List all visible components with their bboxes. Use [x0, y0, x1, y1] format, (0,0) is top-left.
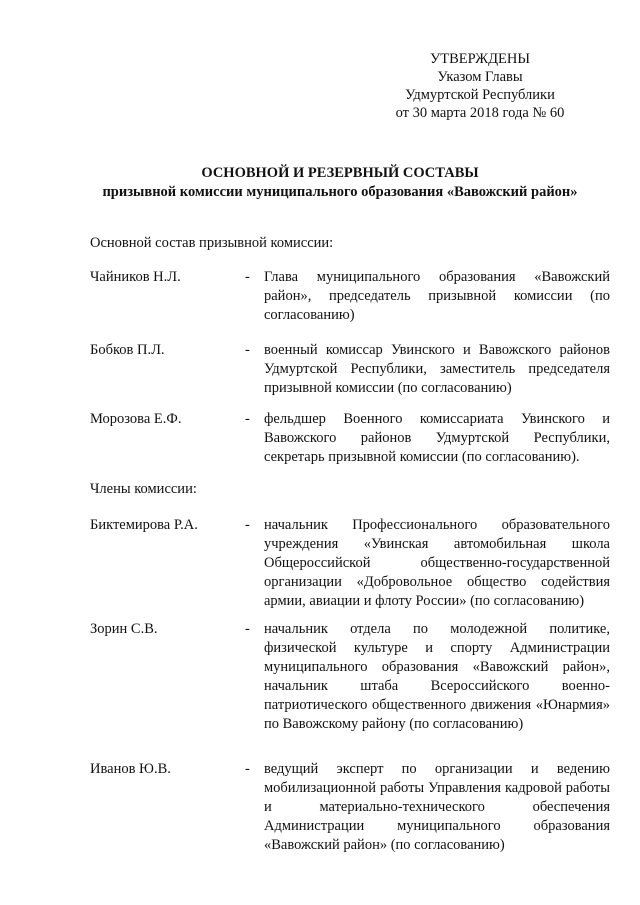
approval-line-3: Удмуртской Республики [405, 87, 555, 103]
member-name: Морозова Е.Ф. [90, 411, 182, 427]
member-description: ведущий эксперт по организации и ведению мобилизационной работы Управления кадровой работы и материально-технического обеспечения Администрации муниципального образования «Вавожский район» (по согласованию) [264, 761, 610, 853]
member-name: Иванов Ю.В. [90, 761, 171, 777]
approval-stamp [370, 50, 590, 122]
member-description: военный комиссар Увинского и Вавожского районов Удмуртской Республики, заместитель председателя призывной комиссии (по согласованию) [264, 342, 610, 396]
main-section-heading: Основной состав призывной комиссии: [90, 235, 334, 251]
entry-dash: - [245, 761, 250, 777]
title-line-2: призывной комиссии муниципального образования «Вавожский район» [102, 184, 578, 200]
entry-dash: - [245, 411, 250, 427]
member-description: фельдшер Военного комиссариата Увинского и Вавожского районов Удмуртской Республики, секретарь призывной комиссии (по согласованию). [264, 411, 610, 465]
approval-line-4: от 30 марта 2018 года № 60 [395, 105, 565, 121]
member-name: Зорин С.В. [90, 621, 158, 637]
member-name: Чайников Н.Л. [90, 269, 181, 285]
entry-dash: - [245, 269, 250, 285]
title-line-1: ОСНОВНОЙ И РЕЗЕРВНЫЙ СОСТАВЫ [201, 165, 479, 181]
document-title [60, 164, 620, 202]
entry-dash: - [245, 517, 250, 533]
member-description: начальник Профессионального образовательного учреждения «Увинская автомобильная школа Общероссийской общественно-государственной организации «Добровольное общество содействия армии, авиации и флоту России» (по согласованию) [264, 517, 610, 609]
member-name: Бобков П.Л. [90, 342, 165, 358]
member-description: начальник отдела по молодежной политике, физической культуре и спорту Администрации муниципального образования «Вавожский район», начальник штаба Всероссийского военно-патриотического общественного движения «Юнармия» по Вавожскому району (по согласованию) [264, 621, 610, 732]
entry-dash: - [245, 621, 250, 637]
approval-line-1: УТВЕРЖДЕНЫ [429, 51, 531, 67]
member-description: Глава муниципального образования «Вавожский район», председатель призывной комиссии (по согласованию) [264, 269, 610, 323]
members-section-heading: Члены комиссии: [90, 481, 197, 497]
approval-line-2: Указом Главы [437, 69, 523, 85]
member-name: Биктемирова Р.А. [90, 517, 198, 533]
entry-dash: - [245, 342, 250, 358]
